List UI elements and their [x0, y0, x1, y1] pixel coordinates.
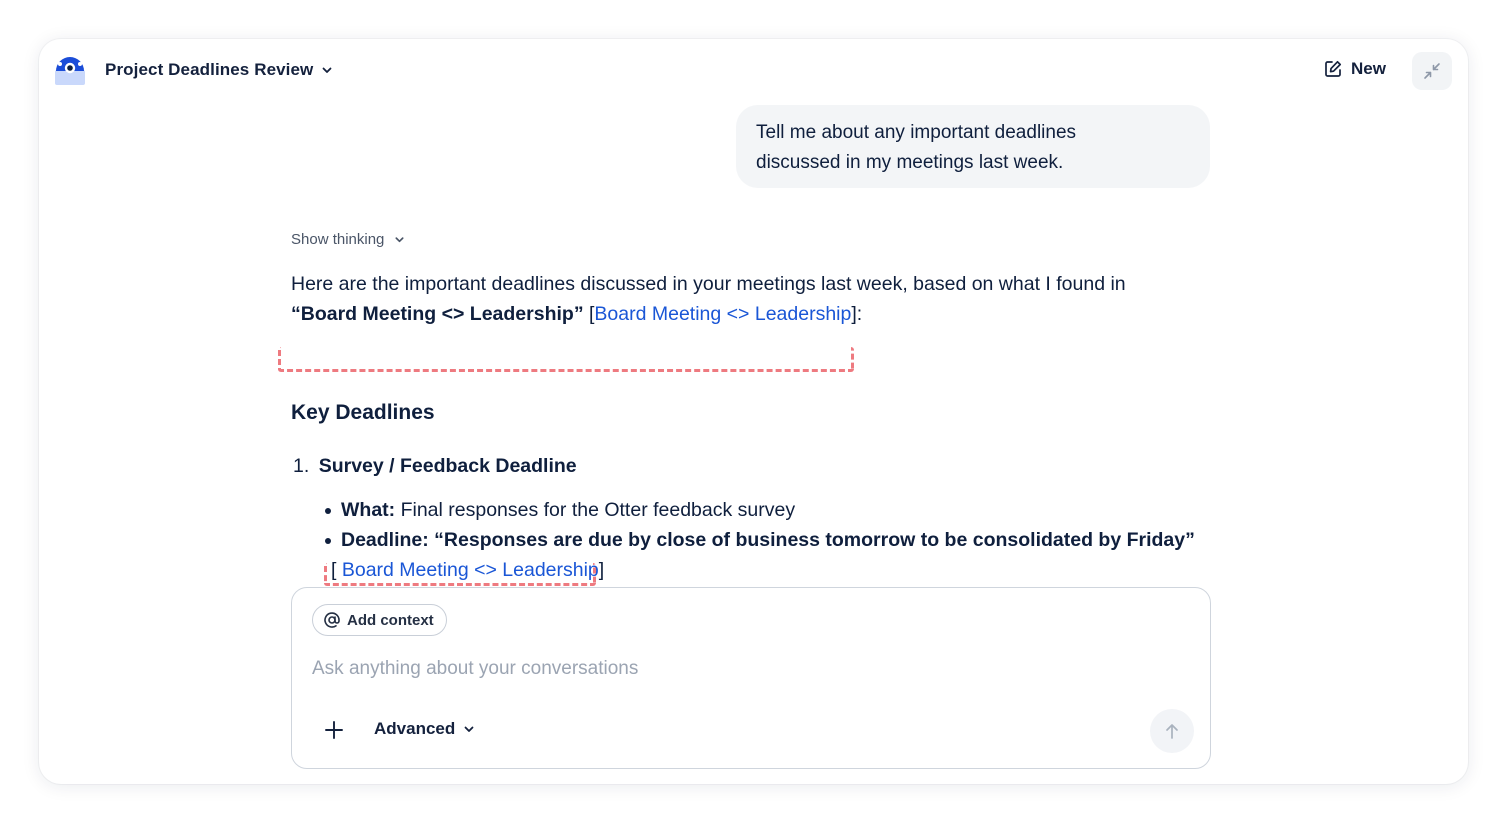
- show-thinking-toggle[interactable]: [291, 231, 405, 248]
- header: [39, 39, 1468, 103]
- chevron-down-icon: [394, 234, 405, 245]
- new-chat-label: New: [1351, 59, 1386, 78]
- bracket: ]: [851, 303, 857, 325]
- add-context-label: Add context: [347, 611, 434, 629]
- advanced-dropdown[interactable]: [374, 719, 475, 739]
- send-button[interactable]: [1150, 709, 1194, 753]
- at-icon: [323, 611, 341, 629]
- chat-window: [39, 39, 1468, 784]
- user-message-line: discussed in my meetings last week.: [756, 152, 1064, 173]
- list-number: 1.: [293, 455, 310, 477]
- edit-icon: [1323, 59, 1343, 79]
- user-message-bubble: [736, 105, 1210, 188]
- plus-icon[interactable]: [322, 718, 346, 742]
- meeting-name: “Board Meeting <> Leadership”: [291, 303, 584, 325]
- composer: [291, 587, 1211, 769]
- citation-link[interactable]: Board Meeting <> Leadership: [594, 303, 852, 325]
- bracket: [: [589, 303, 595, 325]
- chevron-down-icon: [321, 64, 333, 76]
- bullet-text: Final responses for the Otter feedback survey: [395, 499, 796, 521]
- list-item: [293, 455, 577, 478]
- citation-link[interactable]: Board Meeting <> Leadership: [341, 559, 599, 581]
- bullet-text: Deadline: “Responses are due by close of business tomorrow to be consolidated by Friday”: [341, 529, 1195, 551]
- arrow-up-icon: [1163, 722, 1181, 740]
- citation-highlight: [278, 347, 854, 372]
- collapse-icon: [1423, 62, 1441, 80]
- advanced-label: Advanced: [374, 719, 456, 738]
- new-chat-button[interactable]: [1323, 59, 1386, 79]
- user-message-line: Tell me about any important deadlines: [756, 122, 1077, 143]
- section-heading: Key Deadlines: [291, 401, 435, 424]
- citation-highlight: [324, 563, 596, 586]
- chevron-down-icon: [463, 723, 475, 735]
- intro-end: :: [856, 303, 863, 325]
- bullet-item: [323, 495, 1223, 525]
- bullet-item: [323, 525, 1223, 555]
- conversation-title-dropdown[interactable]: [105, 60, 333, 80]
- conversation-title: Project Deadlines Review: [105, 60, 314, 79]
- bullet-label: What:: [341, 499, 396, 521]
- intro-text: Here are the important deadlines discussed in your meetings last week, based on what I found in: [291, 273, 1126, 295]
- otter-logo-icon[interactable]: [55, 55, 85, 85]
- show-thinking-label: Show thinking: [291, 231, 385, 248]
- response-intro: [291, 269, 1211, 329]
- list-item-title: Survey / Feedback Deadline: [318, 455, 577, 477]
- assistant-response: [291, 219, 1221, 581]
- bracket: [: [331, 559, 342, 581]
- prompt-input[interactable]: [312, 658, 1172, 680]
- collapse-button[interactable]: [1412, 52, 1452, 90]
- bracket: ]: [598, 559, 605, 581]
- add-context-button[interactable]: [312, 604, 447, 636]
